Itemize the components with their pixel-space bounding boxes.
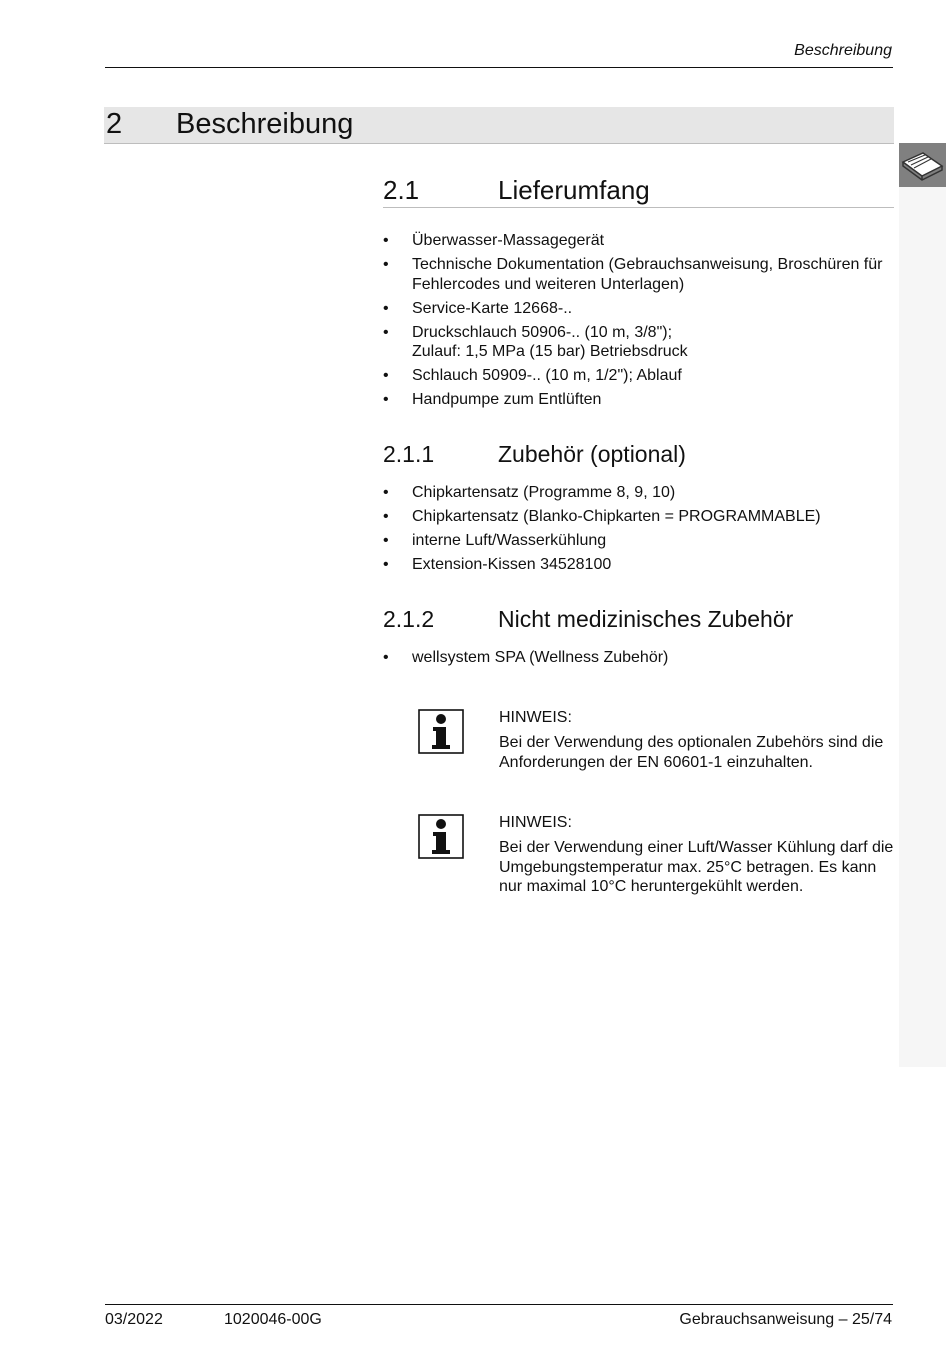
note-text: Bei der Verwendung einer Luft/Wasser Kühlung darf die Umgebungstemperatur max. 25°C betragen. Es kann nur maximal 10°C heruntergekühlt werden.	[499, 839, 894, 895]
footer-page-label: Gebrauchsanweisung – 25/74	[679, 1311, 892, 1328]
list-item: • wellsystem SPA (Wellness Zubehör)	[383, 649, 669, 666]
accessory-list	[383, 483, 895, 579]
section-title: Nicht medizinisches Zubehör	[498, 606, 794, 632]
footer-doc-number: 1020046-00G	[224, 1311, 322, 1328]
list-item: • Handpumpe zum Entlüften	[383, 391, 602, 408]
section-heading-2-1	[383, 174, 894, 208]
section-title: Lieferumfang	[498, 175, 650, 205]
delivery-list	[383, 231, 895, 414]
note-label: HINWEIS:	[499, 814, 572, 831]
running-header-title: Beschreibung	[794, 42, 892, 59]
list-item: • Service-Karte 12668-..	[383, 299, 573, 317]
chapter-number: 2	[106, 108, 123, 140]
header-rule	[105, 67, 893, 68]
side-tab	[899, 143, 946, 187]
list-item: • Schlauch 50909-.. (10 m, 1/2"); Ablauf	[383, 367, 682, 384]
list-item: • Technische Dokumentation (Gebrauchsanweisung, Broschüren für Fehlercodes und weiteren Unterlagen)	[383, 256, 883, 293]
note-label: HINWEIS:	[499, 709, 572, 726]
chapter-heading	[104, 107, 894, 144]
section-number: 2.1	[383, 175, 420, 205]
list-item: • Chipkartensatz (Programme 8, 9, 10)	[383, 484, 676, 501]
book-icon	[899, 143, 946, 187]
info-icon	[418, 814, 464, 859]
list-item: • Chipkartensatz (Blanko-Chipkarten = PROGRAMMABLE)	[383, 508, 821, 525]
list-item: • Extension-Kissen 34528100	[383, 556, 612, 573]
note-text: Bei der Verwendung des optionalen Zubehörs sind die Anforderungen der EN 60601-1 einzuhalten.	[499, 734, 884, 771]
section-number: 2.1.1	[383, 441, 435, 467]
non-medical-accessory-list	[383, 648, 895, 672]
footer-rule	[105, 1304, 893, 1305]
info-icon	[418, 709, 464, 754]
list-item: • interne Luft/Wasserkühlung	[383, 532, 607, 549]
list-item: • Überwasser-Massagegerät	[383, 232, 605, 249]
side-margin-strip	[899, 187, 946, 1067]
list-item: • Druckschlauch 50906-.. (10 m, 3/8"); Zulauf: 1,5 MPa (15 bar) Betriebsdruck	[383, 323, 688, 360]
chapter-title: Beschreibung	[176, 108, 354, 140]
section-number: 2.1.2	[383, 606, 435, 632]
footer-date: 03/2022	[105, 1311, 163, 1328]
section-title: Zubehör (optional)	[498, 441, 686, 467]
